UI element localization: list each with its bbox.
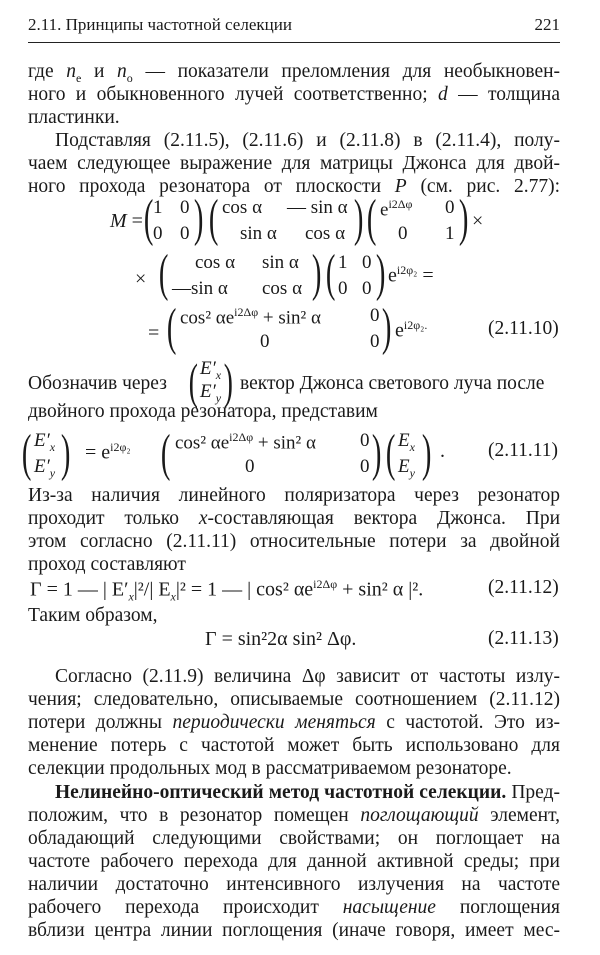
text-line: пластинки. — [28, 107, 120, 128]
eq-lhs: M = — [110, 210, 143, 232]
text-line: Подставляя (2.11.5), (2.11.6) и (2.11.8) в (2.11.4), полу- — [55, 130, 560, 151]
text-line: Обозначив через — [28, 373, 167, 394]
text-line: потери должны периодически меняться с частотой. Это из- — [28, 712, 561, 733]
text-line: положим, что в резонатор помещен поглощающий элемент, — [28, 805, 561, 826]
text-line: чаем следующее выражение для матрицы Джонса для двой- — [28, 153, 560, 174]
text-line: Согласно (2.11.9) величина Δφ зависит от частоты излу- — [55, 666, 560, 687]
book-page: 2.11. Принципы частотной селекции 221 где $n_e$ и $n_o$ — показатели преломления для необыкновен- ного и обыкновенного лучей соответственно; d — толщина пластинки. Подставляя (2.11.5), (2.11.6) и (2.11.8) в (2.11.4), полу- чаем следующее выражение для матрицы Джонса для двой- ного прохода резонатора от плоскости P (см. рис. 2.77): M = ( 1 0 0 0 ) ( cos α — sin α sin α cos α ) ( $e^{i2\Delta\varphi}$ 0 0 1 ) × × ( cos α sin α —sin α cos α ) ( 1 0 0 0 ) $e^{i2\varphi_2}$ = = ( cos² $\alpha e^{i2\Delta\varphi} + \sin^2$ α 0 0 0 ) $e^{i2\varphi_2.}$ (2.11.10) Обозначив через ( $E'_x$ $E'_y$ ) вектор Джонса светового луча после двойного прохода резонатора, представим ( $E'_x$ $E'_y$ ) = $e^{i2\varphi_2}$ ( cos² $\alpha e^{i2\Delta\varphi} + \sin^2$ α 0 0 0 ) ( $E_x$ $E_y$ ) . (2.11.11) Из-за наличия линейного поляризатора через резонатор проходит только x-составляющая вектора Джонса. При этом согласно (2.11.11) относительные потери за двойной проход составляют Γ = 1 — | $E'_x|^2/|$ $E_x|^2 = 1$ — | cos² $\alpha e^{i2\Delta\varphi} + \sin^2$ α |². (2.11.12) Таким образом, Γ = sin²2α sin² Δφ. (2.11.13) Согласно (2.11.9) величина Δφ зависит от частоты излу- чения; следовательно, описываемые соотношением (2.11.12) потери должны периодически меняться с частотой. Это из- менение потерь с частотой может быть использовано для селекции продольных мод в рассматриваемом резонаторе. Нелинейно-оптический метод частотной селекции. Пред- положим, что в резонатор помещен поглощающий элемент, обладающий следующими свойствами; он поглощает на частоте рабочего перехода для данной активной среды; при наличии достаточно интенсивного излучения на частоте рабочего перехода происходит насыщение поглощения вблизи центра линии поглощения (иначе говоря, имеет мес- — [0, 0, 600, 955]
text-line: двойного прохода резонатора, представим — [28, 401, 378, 422]
page-number: 221 — [534, 15, 560, 34]
text-line: частоте рабочего перехода для данной активной среды; при — [28, 851, 560, 872]
text-line: вектор Джонса светового луча после — [240, 373, 545, 394]
text-line: Из-за наличия линейного поляризатора через резонатор — [28, 485, 560, 506]
equation-number: (2.11.13) — [488, 628, 559, 649]
text-line: селекции продольных мод в рассматриваемом резонаторе. — [28, 758, 512, 779]
text-line: Таким образом, — [28, 605, 158, 626]
text-line: ного прохода резонатора от плоскости P (см. рис. 2.77): — [28, 176, 561, 197]
equation-number: (2.11.12) — [488, 577, 559, 598]
text-line: рабочего перехода происходит насыщение поглощения — [28, 897, 561, 918]
running-header — [28, 8, 560, 43]
text-line: где $n_e$ и $n_o$ — показатели преломления для необыкновен- — [28, 61, 561, 85]
text-line: обладающий следующими свойствами; он поглощает на — [28, 828, 560, 849]
text-line: ного и обыкновенного лучей соответственно; d — толщина — [28, 84, 561, 105]
text-line: наличии достаточно интенсивного излучения на частоте — [28, 874, 560, 895]
equation-2-11-13: Γ = sin²2α sin² Δφ. — [205, 628, 357, 650]
text-line: проход составляют — [28, 554, 186, 575]
equation-number: (2.11.10) — [488, 318, 559, 339]
text-line: этом согласно (2.11.11) относительные потери за двойной — [28, 531, 560, 552]
equation-2-11-12: Γ = 1 — | $E'_x|^2/|$ $E_x|^2 = 1$ — | cos² $\alpha e^{i2\Delta\varphi} + \sin^2$ α |². — [30, 577, 424, 604]
equation-number: (2.11.11) — [488, 440, 559, 461]
text-line: Нелинейно-оптический метод частотной селекции. Пред- — [55, 782, 560, 803]
section-run-in-heading: Нелинейно-оптический метод частотной селекции. — [55, 782, 507, 803]
text-line: менение потерь с частотой может быть использовано для — [28, 735, 560, 756]
text-line: чения; следовательно, описываемые соотношением (2.11.12) — [28, 689, 560, 710]
section-title: 2.11. Принципы частотной селекции — [28, 15, 292, 34]
text-line: проходит только x-составляющая вектора Джонса. При — [28, 508, 561, 529]
text-line: вблизи центра линии поглощения (иначе говоря, имеет мес- — [28, 920, 560, 941]
